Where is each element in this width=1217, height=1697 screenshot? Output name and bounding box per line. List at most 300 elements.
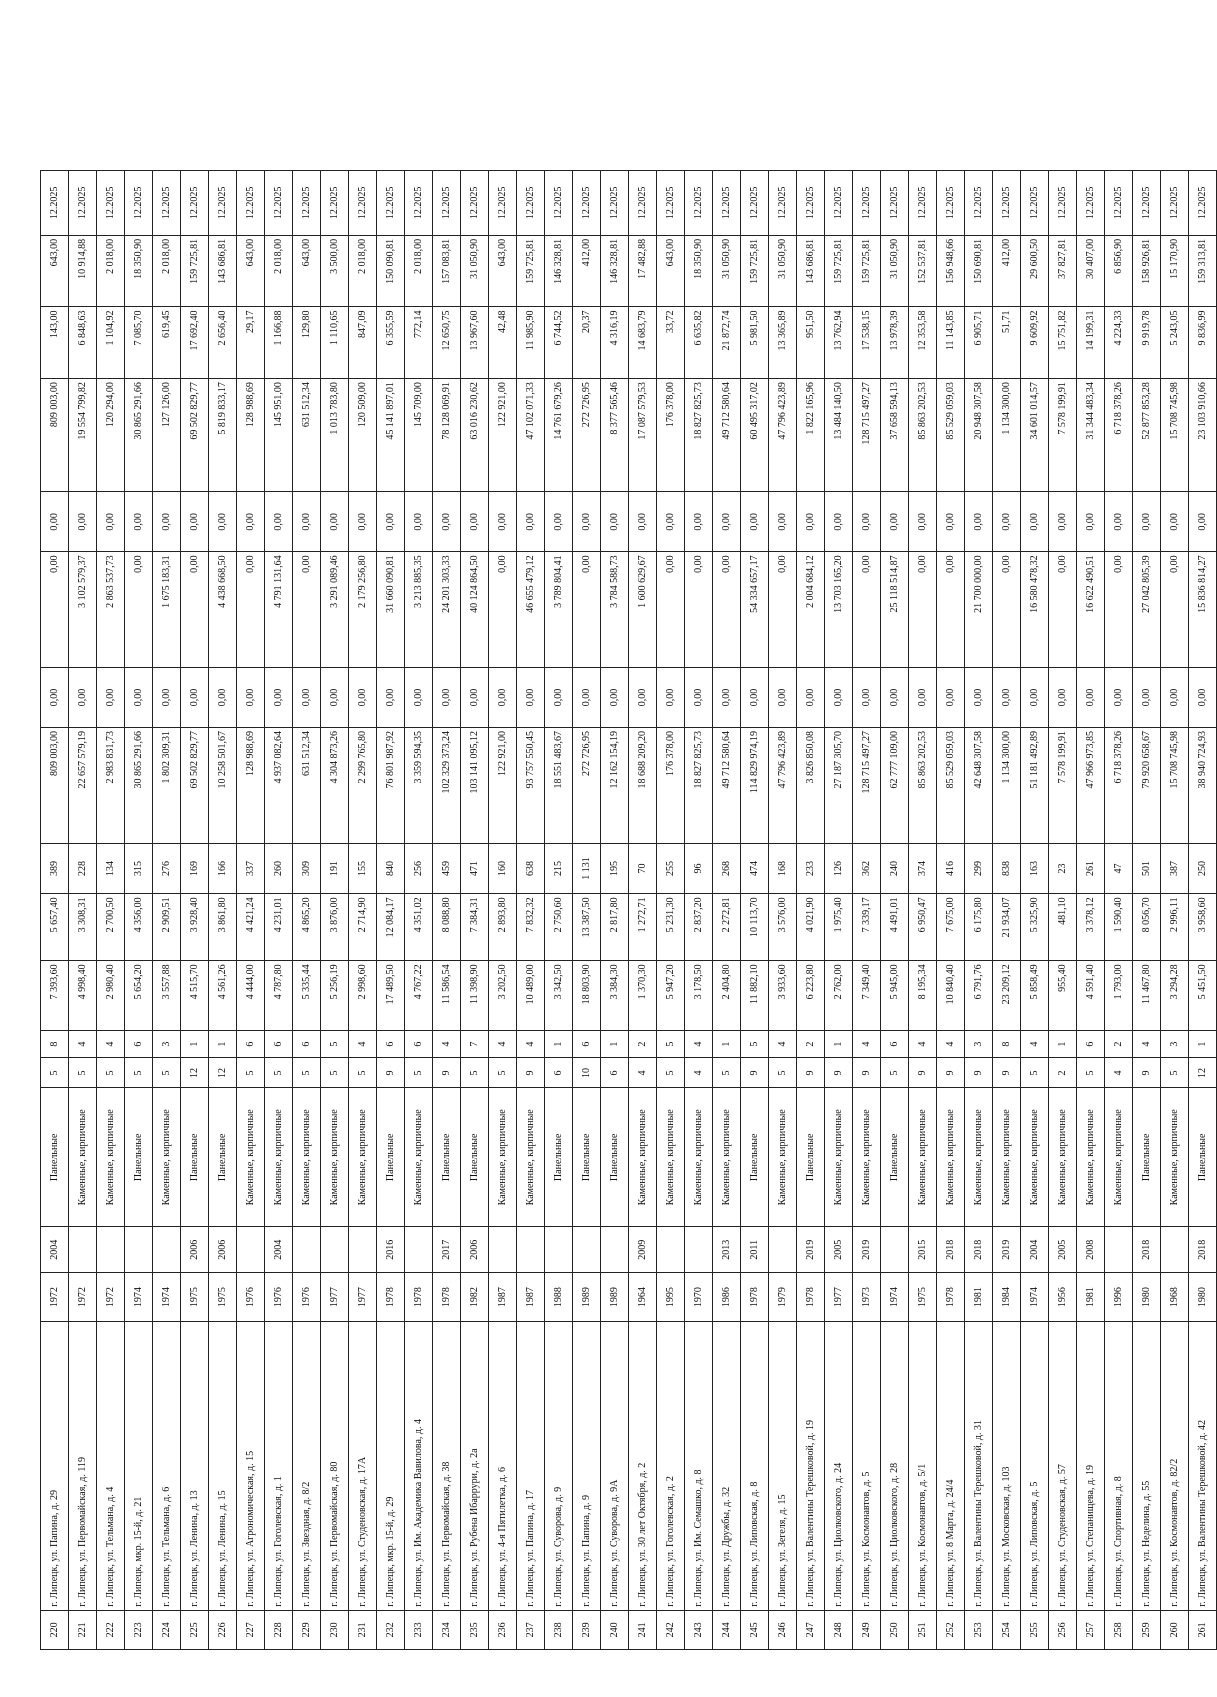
residents-cell: 374 xyxy=(909,843,937,894)
fund-share-2-cell: 0,00 xyxy=(937,552,965,668)
build-year-cell: 1974 xyxy=(125,1273,153,1322)
build-year-cell: 1984 xyxy=(993,1273,1021,1322)
fund-share-2-cell: 15 836 814,27 xyxy=(1189,552,1217,668)
entrances-cell: 4 xyxy=(97,1030,125,1058)
row-number-cell: 248 xyxy=(825,1610,853,1649)
fund-share-1-cell: 0,00 xyxy=(1077,667,1105,727)
total-area-cell: 3 202,50 xyxy=(489,961,517,1030)
table-row xyxy=(1021,171,1049,1650)
total-area-cell: 1 793,00 xyxy=(1105,961,1133,1030)
build-year-cell: 1972 xyxy=(41,1273,69,1322)
living-area-cell: 8 056,70 xyxy=(1133,894,1161,961)
address-cell: г. Липецк, ул. Папина, д. 9 xyxy=(573,1321,601,1610)
fund-share-1-cell: 0,00 xyxy=(1189,667,1217,727)
renovation-year-cell xyxy=(321,1227,349,1273)
wall-material-cell: Каменные, кирпичные xyxy=(1161,1088,1189,1227)
fund-share-1-cell: 0,00 xyxy=(1021,667,1049,727)
total-cost-cell: 128 988,69 xyxy=(237,728,265,844)
row-number-cell: 258 xyxy=(1105,1610,1133,1649)
total-cost-cell: 631 512,34 xyxy=(293,728,321,844)
address-cell: г. Липецк, ул. Космонавтов, д. 5/1 xyxy=(909,1321,937,1610)
entrances-cell: 6 xyxy=(237,1030,265,1058)
cost-per-sqm-cell: 951,50 xyxy=(797,307,825,379)
entrances-cell: 6 xyxy=(265,1030,293,1058)
floors-cell: 5 xyxy=(125,1058,153,1088)
owners-funds-cell: 30 865 291,66 xyxy=(125,379,153,492)
renovation-year-cell: 2008 xyxy=(1077,1227,1105,1273)
entrances-cell: 4 xyxy=(685,1030,713,1058)
limit-per-sqm-cell: 143 686,81 xyxy=(797,235,825,307)
build-year-cell: 1977 xyxy=(321,1273,349,1322)
renovation-year-cell: 2005 xyxy=(1049,1227,1077,1273)
floors-cell: 5 xyxy=(153,1058,181,1088)
fund-share-1-cell: 0,00 xyxy=(489,667,517,727)
fund-share-2-cell: 13 703 165,20 xyxy=(825,552,853,668)
owners-funds-cell: 13 484 140,50 xyxy=(825,379,853,492)
row-number-cell: 257 xyxy=(1077,1610,1105,1649)
row-number-cell: 232 xyxy=(377,1610,405,1649)
limit-per-sqm-cell: 412,00 xyxy=(573,235,601,307)
row-number-cell: 226 xyxy=(209,1610,237,1649)
renovation-year-cell: 2015 xyxy=(909,1227,937,1273)
build-year-cell: 1970 xyxy=(685,1273,713,1322)
owners-funds-cell: 128 715 497,27 xyxy=(853,379,881,492)
living-area-cell: 3 576,00 xyxy=(769,894,797,961)
floors-cell: 9 xyxy=(853,1058,881,1088)
table-row xyxy=(293,171,321,1650)
floors-cell: 5 xyxy=(97,1058,125,1088)
fund-share-1-cell: 0,00 xyxy=(965,667,993,727)
floors-cell: 9 xyxy=(377,1058,405,1088)
wall-material-cell: Панельные xyxy=(741,1088,769,1227)
fund-share-1-cell: 0,00 xyxy=(881,667,909,727)
build-year-cell: 1978 xyxy=(937,1273,965,1322)
address-cell: г. Липецк, мкр. 15-й, д. 29 xyxy=(377,1321,405,1610)
owners-funds-cell: 128 988,69 xyxy=(237,379,265,492)
entrances-cell: 2 xyxy=(629,1030,657,1058)
total-area-cell: 7 393,60 xyxy=(41,961,69,1030)
floors-cell: 10 xyxy=(573,1058,601,1088)
living-area-cell: 2 750,60 xyxy=(545,894,573,961)
build-year-cell: 1976 xyxy=(293,1273,321,1322)
limit-per-sqm-cell: 150 090,81 xyxy=(377,235,405,307)
deadline-cell: 12.2025 xyxy=(349,171,377,236)
residents-cell: 195 xyxy=(601,843,629,894)
total-area-cell: 5 947,20 xyxy=(657,961,685,1030)
total-cost-cell: 114 829 974,19 xyxy=(741,728,769,844)
row-number-cell: 249 xyxy=(853,1610,881,1649)
row-number-cell: 255 xyxy=(1021,1610,1049,1649)
fund-share-3-cell: 0,00 xyxy=(909,492,937,552)
table-row xyxy=(237,171,265,1650)
limit-per-sqm-cell: 31 050,90 xyxy=(881,235,909,307)
deadline-cell: 12.2025 xyxy=(181,171,209,236)
floors-cell: 4 xyxy=(1105,1058,1133,1088)
build-year-cell: 1980 xyxy=(1189,1273,1217,1322)
total-cost-cell: 38 940 724,93 xyxy=(1189,728,1217,844)
fund-share-1-cell: 0,00 xyxy=(545,667,573,727)
total-area-cell: 4 998,40 xyxy=(69,961,97,1030)
residents-cell: 70 xyxy=(629,843,657,894)
fund-share-3-cell: 0,00 xyxy=(993,492,1021,552)
build-year-cell: 1996 xyxy=(1105,1273,1133,1322)
residents-cell: 250 xyxy=(1189,843,1217,894)
cost-per-sqm-cell: 15 751,82 xyxy=(1049,307,1077,379)
floors-cell: 5 xyxy=(1077,1058,1105,1088)
build-year-cell: 1980 xyxy=(1133,1273,1161,1322)
deadline-cell: 12.2025 xyxy=(853,171,881,236)
table-row xyxy=(937,171,965,1650)
build-year-cell: 1982 xyxy=(461,1273,489,1322)
entrances-cell: 4 xyxy=(1021,1030,1049,1058)
fund-share-1-cell: 0,00 xyxy=(601,667,629,727)
entrances-cell: 6 xyxy=(1077,1030,1105,1058)
fund-share-2-cell: 0,00 xyxy=(853,552,881,668)
owners-funds-cell: 18 827 825,73 xyxy=(685,379,713,492)
renovation-year-cell xyxy=(293,1227,321,1273)
total-area-cell: 5 654,20 xyxy=(125,961,153,1030)
row-number-cell: 228 xyxy=(265,1610,293,1649)
table-row xyxy=(573,171,601,1650)
cost-per-sqm-cell: 6 905,71 xyxy=(965,307,993,379)
deadline-cell: 12.2025 xyxy=(713,171,741,236)
fund-share-1-cell: 0,00 xyxy=(1105,667,1133,727)
cost-per-sqm-cell: 14 199,31 xyxy=(1077,307,1105,379)
wall-material-cell: Каменные, кирпичные xyxy=(909,1088,937,1227)
table-row xyxy=(125,171,153,1650)
deadline-cell: 12.2025 xyxy=(1161,171,1189,236)
table-row xyxy=(657,171,685,1650)
fund-share-3-cell: 0,00 xyxy=(713,492,741,552)
fund-share-1-cell: 0,00 xyxy=(629,667,657,727)
deadline-cell: 12.2025 xyxy=(881,171,909,236)
entrances-cell: 8 xyxy=(41,1030,69,1058)
renovation-year-cell: 2005 xyxy=(825,1227,853,1273)
fund-share-2-cell: 0,00 xyxy=(713,552,741,668)
total-area-cell: 10 489,00 xyxy=(517,961,545,1030)
living-area-cell: 4 021,90 xyxy=(797,894,825,961)
entrances-cell: 6 xyxy=(881,1030,909,1058)
cost-per-sqm-cell: 12 353,58 xyxy=(909,307,937,379)
row-number-cell: 238 xyxy=(545,1610,573,1649)
renovation-year-cell: 2004 xyxy=(1021,1227,1049,1273)
total-cost-cell: 176 378,00 xyxy=(657,728,685,844)
deadline-cell: 12.2025 xyxy=(937,171,965,236)
residents-cell: 47 xyxy=(1105,843,1133,894)
owners-funds-cell: 7 578 199,91 xyxy=(1049,379,1077,492)
residents-cell: 191 xyxy=(321,843,349,894)
table-row xyxy=(517,171,545,1650)
floors-cell: 9 xyxy=(825,1058,853,1088)
fund-share-1-cell: 0,00 xyxy=(853,667,881,727)
row-number-cell: 236 xyxy=(489,1610,517,1649)
fund-share-1-cell: 0,00 xyxy=(41,667,69,727)
limit-per-sqm-cell: 643,00 xyxy=(489,235,517,307)
owners-funds-cell: 145 951,00 xyxy=(265,379,293,492)
address-cell: г. Липецк, ул. Тельмана, д. 4 xyxy=(97,1321,125,1610)
fund-share-3-cell: 0,00 xyxy=(965,492,993,552)
address-cell: г. Липецк, ул. Ленина, д. 15 xyxy=(209,1321,237,1610)
entrances-cell: 6 xyxy=(125,1030,153,1058)
fund-share-2-cell: 27 042 805,39 xyxy=(1133,552,1161,668)
build-year-cell: 1977 xyxy=(825,1273,853,1322)
address-cell: г. Липецк, ул. Ленина, д. 13 xyxy=(181,1321,209,1610)
owners-funds-cell: 122 921,00 xyxy=(489,379,517,492)
renovation-year-cell xyxy=(685,1227,713,1273)
limit-per-sqm-cell: 158 926,81 xyxy=(1133,235,1161,307)
fund-share-2-cell: 0,00 xyxy=(573,552,601,668)
fund-share-2-cell: 0,00 xyxy=(125,552,153,668)
address-cell: г. Липецк, ул. 4-я Пятилетка, д. 6 xyxy=(489,1321,517,1610)
total-cost-cell: 49 712 580,64 xyxy=(713,728,741,844)
table-row xyxy=(181,171,209,1650)
wall-material-cell: Панельные xyxy=(573,1088,601,1227)
living-area-cell: 1 272,71 xyxy=(629,894,657,961)
total-cost-cell: 809 003,00 xyxy=(41,728,69,844)
living-area-cell: 13 387,50 xyxy=(573,894,601,961)
total-cost-cell: 4 304 873,26 xyxy=(321,728,349,844)
entrances-cell: 4 xyxy=(489,1030,517,1058)
fund-share-1-cell: 0,00 xyxy=(405,667,433,727)
residents-cell: 166 xyxy=(209,843,237,894)
living-area-cell: 2 272,81 xyxy=(713,894,741,961)
fund-share-3-cell: 0,00 xyxy=(181,492,209,552)
row-number-cell: 222 xyxy=(97,1610,125,1649)
residents-cell: 160 xyxy=(489,843,517,894)
fund-share-3-cell: 0,00 xyxy=(517,492,545,552)
table-row xyxy=(1077,171,1105,1650)
limit-per-sqm-cell: 146 328,81 xyxy=(601,235,629,307)
fund-share-2-cell: 3 291 089,46 xyxy=(321,552,349,668)
address-cell: г. Липецк, ул. Липовская, д. 5 xyxy=(1021,1321,1049,1610)
fund-share-3-cell: 0,00 xyxy=(405,492,433,552)
living-area-cell: 6 175,80 xyxy=(965,894,993,961)
fund-share-3-cell: 0,00 xyxy=(265,492,293,552)
total-area-cell: 6 223,80 xyxy=(797,961,825,1030)
cost-per-sqm-cell: 6 635,82 xyxy=(685,307,713,379)
wall-material-cell: Каменные, кирпичные xyxy=(405,1088,433,1227)
total-area-cell: 3 933,60 xyxy=(769,961,797,1030)
residents-cell: 309 xyxy=(293,843,321,894)
total-area-cell: 5 945,00 xyxy=(881,961,909,1030)
fund-share-1-cell: 0,00 xyxy=(293,667,321,727)
cost-per-sqm-cell: 42,48 xyxy=(489,307,517,379)
wall-material-cell: Панельные xyxy=(1189,1088,1217,1227)
entrances-cell: 6 xyxy=(573,1030,601,1058)
total-area-cell: 11 882,10 xyxy=(741,961,769,1030)
deadline-cell: 12.2025 xyxy=(41,171,69,236)
row-number-cell: 252 xyxy=(937,1610,965,1649)
total-area-cell: 3 178,50 xyxy=(685,961,713,1030)
row-number-cell: 221 xyxy=(69,1610,97,1649)
total-area-cell: 3 294,28 xyxy=(1161,961,1189,1030)
limit-per-sqm-cell: 159 725,81 xyxy=(181,235,209,307)
fund-share-2-cell: 2 863 537,73 xyxy=(97,552,125,668)
limit-per-sqm-cell: 2 018,00 xyxy=(153,235,181,307)
owners-funds-cell: 78 128 069,91 xyxy=(433,379,461,492)
table-row xyxy=(741,171,769,1650)
row-number-cell: 245 xyxy=(741,1610,769,1649)
residents-cell: 276 xyxy=(153,843,181,894)
cost-per-sqm-cell: 20,37 xyxy=(573,307,601,379)
build-year-cell: 1956 xyxy=(1049,1273,1077,1322)
total-area-cell: 2 762,00 xyxy=(825,961,853,1030)
row-number-cell: 227 xyxy=(237,1610,265,1649)
limit-per-sqm-cell: 159 725,81 xyxy=(825,235,853,307)
entrances-cell: 3 xyxy=(965,1030,993,1058)
entrances-cell: 3 xyxy=(1161,1030,1189,1058)
build-year-cell: 1987 xyxy=(489,1273,517,1322)
wall-material-cell: Каменные, кирпичные xyxy=(1105,1088,1133,1227)
row-number-cell: 240 xyxy=(601,1610,629,1649)
fund-share-3-cell: 0,00 xyxy=(937,492,965,552)
address-cell: г. Липецк, ул. Суворова, д. 9А xyxy=(601,1321,629,1610)
fund-share-1-cell: 0,00 xyxy=(825,667,853,727)
address-cell: г. Липецк, ул. Валентины Терешковой, д. 42 xyxy=(1189,1321,1217,1610)
cost-per-sqm-cell: 847,09 xyxy=(349,307,377,379)
cost-per-sqm-cell: 17 538,15 xyxy=(853,307,881,379)
build-year-cell: 1979 xyxy=(769,1273,797,1322)
floors-cell: 5 xyxy=(769,1058,797,1088)
wall-material-cell: Панельные xyxy=(209,1088,237,1227)
wall-material-cell: Панельные xyxy=(881,1088,909,1227)
entrances-cell: 1 xyxy=(1189,1030,1217,1058)
deadline-cell: 12.2025 xyxy=(125,171,153,236)
address-cell: г. Липецк, ул. Тельмана, д. 6 xyxy=(153,1321,181,1610)
residents-cell: 256 xyxy=(405,843,433,894)
total-cost-cell: 103 141 095,12 xyxy=(461,728,489,844)
living-area-cell: 2 817,80 xyxy=(601,894,629,961)
row-number-cell: 235 xyxy=(461,1610,489,1649)
living-area-cell: 3 308,31 xyxy=(69,894,97,961)
fund-share-3-cell: 0,00 xyxy=(573,492,601,552)
table-row xyxy=(909,171,937,1650)
table-row xyxy=(853,171,881,1650)
renovation-year-cell xyxy=(237,1227,265,1273)
total-area-cell: 3 384,30 xyxy=(601,961,629,1030)
row-number-cell: 251 xyxy=(909,1610,937,1649)
entrances-cell: 8 xyxy=(993,1030,1021,1058)
table-row xyxy=(1161,171,1189,1650)
address-cell: г. Липецк, ул. Липовская, д. 8 xyxy=(741,1321,769,1610)
wall-material-cell: Панельные xyxy=(601,1088,629,1227)
address-cell: г. Липецк, ул. 30 лет Октября, д. 2 xyxy=(629,1321,657,1610)
floors-cell: 9 xyxy=(993,1058,1021,1088)
fund-share-3-cell: 0,00 xyxy=(433,492,461,552)
limit-per-sqm-cell: 156 948,66 xyxy=(937,235,965,307)
residents-cell: 389 xyxy=(41,843,69,894)
owners-funds-cell: 127 126,00 xyxy=(153,379,181,492)
build-year-cell: 1989 xyxy=(601,1273,629,1322)
fund-share-1-cell: 0,00 xyxy=(265,667,293,727)
residents-cell: 471 xyxy=(461,843,489,894)
floors-cell: 5 xyxy=(321,1058,349,1088)
deadline-cell: 12.2025 xyxy=(629,171,657,236)
living-area-cell: 2 893,80 xyxy=(489,894,517,961)
floors-cell: 5 xyxy=(1161,1058,1189,1088)
fund-share-2-cell: 0,00 xyxy=(1049,552,1077,668)
limit-per-sqm-cell: 10 914,88 xyxy=(69,235,97,307)
owners-funds-cell: 34 601 014,57 xyxy=(1021,379,1049,492)
total-area-cell: 1 370,30 xyxy=(629,961,657,1030)
fund-share-2-cell: 0,00 xyxy=(909,552,937,668)
floors-cell: 4 xyxy=(629,1058,657,1088)
total-cost-cell: 69 502 829,77 xyxy=(181,728,209,844)
living-area-cell: 2 909,51 xyxy=(153,894,181,961)
living-area-cell: 4 421,24 xyxy=(237,894,265,961)
limit-per-sqm-cell: 159 725,81 xyxy=(517,235,545,307)
fund-share-2-cell: 2 004 684,12 xyxy=(797,552,825,668)
cost-per-sqm-cell: 21 872,74 xyxy=(713,307,741,379)
limit-per-sqm-cell: 150 690,81 xyxy=(965,235,993,307)
table-row xyxy=(713,171,741,1650)
total-area-cell: 11 467,80 xyxy=(1133,961,1161,1030)
living-area-cell: 5 657,40 xyxy=(41,894,69,961)
floors-cell: 9 xyxy=(517,1058,545,1088)
deadline-cell: 12.2025 xyxy=(769,171,797,236)
table-row xyxy=(405,171,433,1650)
total-cost-cell: 18 688 209,20 xyxy=(629,728,657,844)
living-area-cell: 2 714,90 xyxy=(349,894,377,961)
fund-share-2-cell: 0,00 xyxy=(657,552,685,668)
address-cell: г. Липецк, ул. Первомайская, д. 119 xyxy=(69,1321,97,1610)
total-cost-cell: 30 865 291,66 xyxy=(125,728,153,844)
cost-per-sqm-cell: 5 981,50 xyxy=(741,307,769,379)
build-year-cell: 1981 xyxy=(1077,1273,1105,1322)
fund-share-3-cell: 0,00 xyxy=(825,492,853,552)
wall-material-cell: Панельные xyxy=(181,1088,209,1227)
limit-per-sqm-cell: 2 018,00 xyxy=(405,235,433,307)
entrances-cell: 4 xyxy=(433,1030,461,1058)
address-cell: г. Липецк, ул. Агрономическая, д. 15 xyxy=(237,1321,265,1610)
deadline-cell: 12.2025 xyxy=(97,171,125,236)
fund-share-3-cell: 0,00 xyxy=(741,492,769,552)
limit-per-sqm-cell: 18 350,90 xyxy=(685,235,713,307)
fund-share-1-cell: 0,00 xyxy=(713,667,741,727)
entrances-cell: 6 xyxy=(293,1030,321,1058)
wall-material-cell: Панельные xyxy=(433,1088,461,1227)
wall-material-cell: Каменные, кирпичные xyxy=(769,1088,797,1227)
entrances-cell: 5 xyxy=(321,1030,349,1058)
fund-share-1-cell: 0,00 xyxy=(377,667,405,727)
fund-share-2-cell: 3 789 804,41 xyxy=(545,552,573,668)
renovation-year-cell: 2009 xyxy=(629,1227,657,1273)
wall-material-cell: Каменные, кирпичные xyxy=(69,1088,97,1227)
living-area-cell: 21 934,07 xyxy=(993,894,1021,961)
owners-funds-cell: 19 554 799,82 xyxy=(69,379,97,492)
build-year-cell: 1976 xyxy=(237,1273,265,1322)
living-area-cell: 12 084,17 xyxy=(377,894,405,961)
wall-material-cell: Каменные, кирпичные xyxy=(349,1088,377,1227)
fund-share-2-cell: 16 622 490,51 xyxy=(1077,552,1105,668)
table-row xyxy=(825,171,853,1650)
fund-share-1-cell: 0,00 xyxy=(993,667,1021,727)
row-number-cell: 247 xyxy=(797,1610,825,1649)
row-number-cell: 246 xyxy=(769,1610,797,1649)
total-cost-cell: 76 801 987,92 xyxy=(377,728,405,844)
renovation-year-cell xyxy=(657,1227,685,1273)
limit-per-sqm-cell: 159 725,81 xyxy=(853,235,881,307)
fund-share-2-cell: 3 213 885,35 xyxy=(405,552,433,668)
address-cell: г. Липецк, ул. Циолковского, д. 28 xyxy=(881,1321,909,1610)
total-cost-cell: 47 796 423,89 xyxy=(769,728,797,844)
address-cell: г. Липецк, ул. 8 Марта, д. 24/4 xyxy=(937,1321,965,1610)
wall-material-cell: Панельные xyxy=(461,1088,489,1227)
total-area-cell: 5 335,44 xyxy=(293,961,321,1030)
residents-cell: 416 xyxy=(937,843,965,894)
address-cell: г. Липецк, ул. Зегеля, д. 15 xyxy=(769,1321,797,1610)
residents-cell: 168 xyxy=(769,843,797,894)
